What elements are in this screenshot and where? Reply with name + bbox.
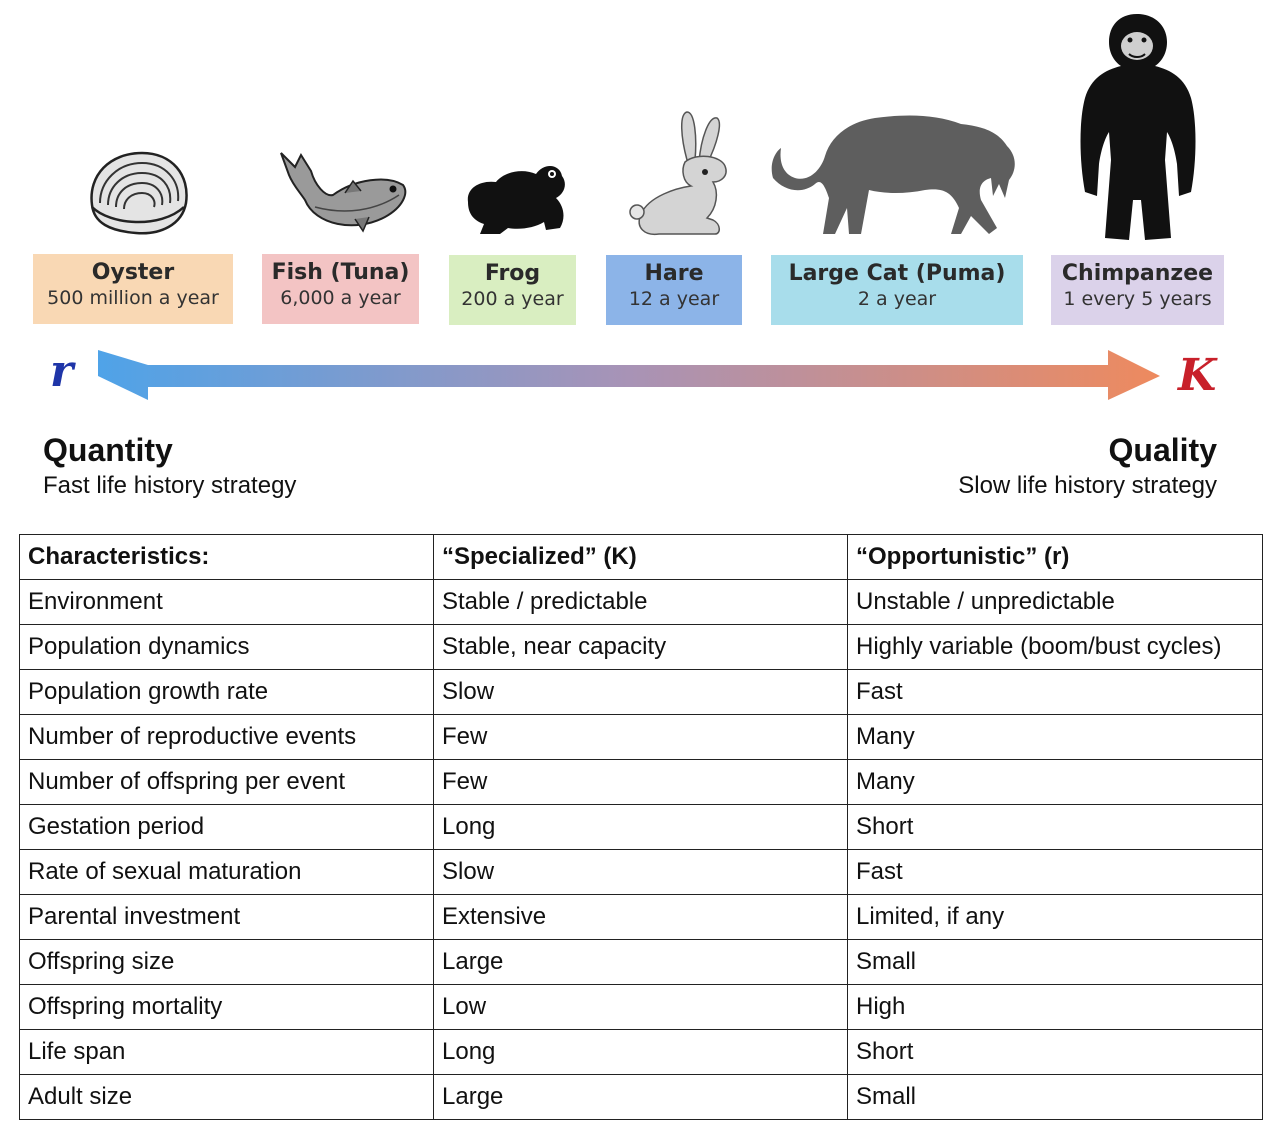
row-characteristic: Rate of sexual maturation [20,850,434,895]
row-characteristic: Life span [20,1030,434,1075]
fish-icon [275,145,415,240]
header-specialized: “Specialized” (K) [434,535,848,580]
label-hare [606,255,742,325]
row-characteristic: Population dynamics [20,625,434,670]
puma-icon [765,108,1025,243]
quantity-title: Quantity [43,432,173,468]
row-r-value: Small [848,1075,1263,1120]
table-row [20,1030,1263,1075]
label-oyster [33,254,233,324]
r-k-comparison-table [19,534,1263,1120]
row-k-value: Large [434,940,848,985]
r-k-spectrum-arrow [40,340,1170,412]
row-r-value: High [848,985,1263,1030]
chimpanzee-icon [1075,10,1200,245]
label-frog [449,255,576,325]
row-r-value: Many [848,715,1263,760]
row-r-value: Highly variable (boom/bust cycles) [848,625,1263,670]
row-r-value: Short [848,1030,1263,1075]
row-k-value: Stable / predictable [434,580,848,625]
animal-name: Large Cat (Puma) [788,261,1006,286]
row-characteristic: Population growth rate [20,670,434,715]
row-k-value: Extensive [434,895,848,940]
row-characteristic: Adult size [20,1075,434,1120]
slow-strategy-label: Slow life history strategy [958,472,1217,499]
row-characteristic: Offspring mortality [20,985,434,1030]
row-r-value: Fast [848,850,1263,895]
animal-name: Oyster [91,260,175,285]
table-row [20,850,1263,895]
row-r-value: Limited, if any [848,895,1263,940]
table-row [20,625,1263,670]
row-k-value: Large [434,1075,848,1120]
row-r-value: Many [848,760,1263,805]
quality-title: Quality [1108,432,1217,468]
row-r-value: Unstable / unpredictable [848,580,1263,625]
r-letter: r [50,346,74,397]
table-row [20,670,1263,715]
row-r-value: Small [848,940,1263,985]
row-k-value: Long [434,1030,848,1075]
table-row [20,760,1263,805]
table-row [20,805,1263,850]
row-k-value: Few [434,715,848,760]
animal-rate: 12 a year [628,288,720,310]
row-k-value: Long [434,805,848,850]
row-characteristic: Gestation period [20,805,434,850]
row-k-value: Stable, near capacity [434,625,848,670]
animal-name: Fish (Tuna) [271,260,410,285]
hare-icon [625,108,735,243]
table-header-row [20,535,1263,580]
row-characteristic: Parental investment [20,895,434,940]
label-fish [262,254,419,324]
animal-rate: 2 a year [857,288,937,310]
row-characteristic: Number of reproductive events [20,715,434,760]
header-opportunistic: “Opportunistic” (r) [848,535,1263,580]
row-characteristic: Offspring size [20,940,434,985]
animal-name: Chimpanzee [1061,261,1214,286]
row-k-value: Few [434,760,848,805]
animal-rate: 500 million a year [47,287,219,309]
row-k-value: Low [434,985,848,1030]
table-row [20,715,1263,760]
frog-icon [460,158,570,238]
animal-rate: 1 every 5 years [1063,288,1212,310]
animal-rate: 6,000 a year [280,287,401,309]
table-row [20,580,1263,625]
animal-rate: 200 a year [461,288,564,310]
table-row [20,985,1263,1030]
row-r-value: Short [848,805,1263,850]
table-row [20,1075,1263,1120]
k-letter: K [1178,350,1217,401]
table-row [20,895,1263,940]
fast-strategy-label: Fast life history strategy [43,472,297,499]
oyster-icon [80,145,195,240]
label-chimpanzee [1051,255,1224,325]
animal-name: Frog [484,261,541,286]
header-characteristics: Characteristics: [20,535,434,580]
row-k-value: Slow [434,670,848,715]
label-puma [771,255,1023,325]
row-k-value: Slow [434,850,848,895]
row-r-value: Fast [848,670,1263,715]
row-characteristic: Number of offspring per event [20,760,434,805]
row-characteristic: Environment [20,580,434,625]
animal-name: Hare [644,261,704,286]
table-row [20,940,1263,985]
